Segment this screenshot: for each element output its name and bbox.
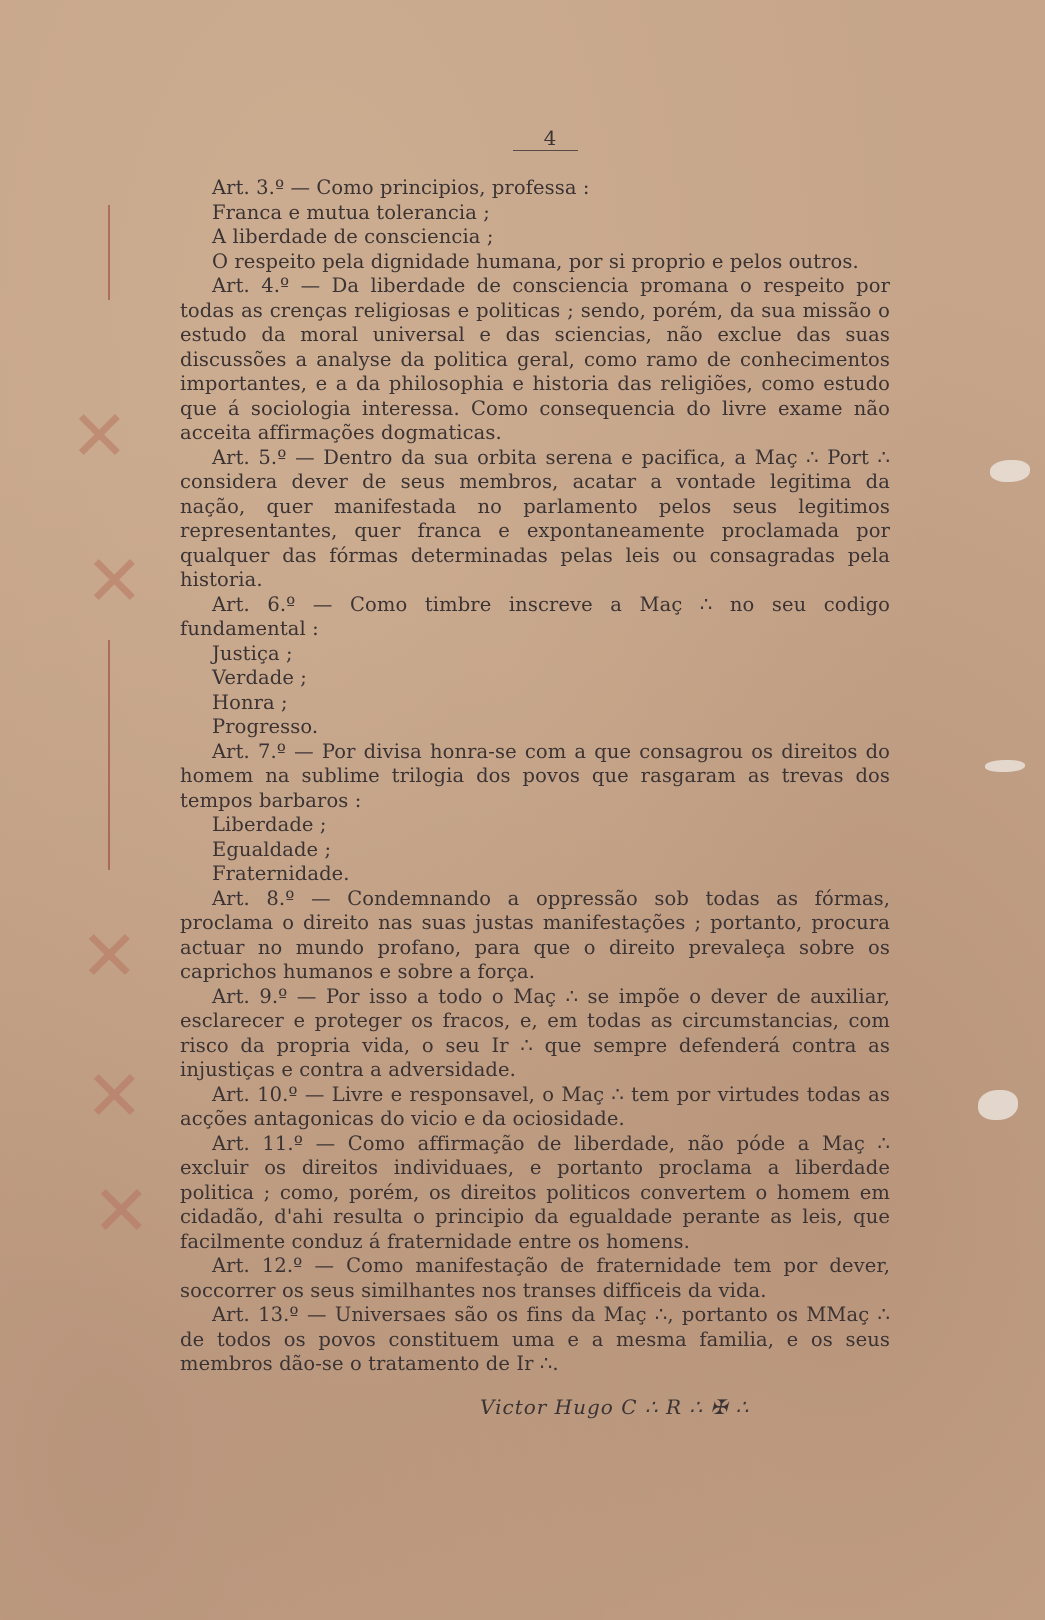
cross-mark-icon: ✕ [85,540,144,622]
page-number: 4 [543,126,557,150]
margin-line [108,205,110,300]
list-item: Progresso. [212,715,319,738]
edge-scrap [990,460,1030,482]
article-11: Art. 11.º — Como affirmação de liberdade, não póde a Maç ∴ excluir os direitos individuaes, e portanto proclama a liberdade politica ; como, porém, os direitos politicos convertem o homem em cidadão, d'ahi resulta o principio da egualdade perante as leis, que facilmente conduz á fraternidade entre os homens. [180,1131,890,1253]
signature: Victor Hugo C ∴ R ∴ ✠ ∴ [480,1394,750,1419]
list-item: Liberdade ; [212,813,327,836]
cross-mark-icon: ✕ [80,915,139,997]
margin-line [108,640,110,870]
cross-mark-icon: ✕ [92,1170,151,1252]
list-item: A liberdade de consciencia ; [212,225,494,248]
article-6: Art. 6.º — Como timbre inscreve a Maç ∴ no seu codigo fundamental : [180,592,890,640]
article-9: Art. 9.º — Por isso a todo o Maç ∴ se impõe o dever de auxiliar, esclarecer e proteger os fracos, e, em todas as circumstancias, com risco da propria vida, o seu Ir ∴ que sempre defenderá contra as injustiças e contra a adversidade. [180,984,890,1081]
edge-scrap [978,1090,1018,1120]
article-7: Art. 7.º — Por divisa honra-se com a que consagrou os direitos do homem na sublime trilogia dos povos que rasgaram as trevas dos tempos barbaros : [180,739,890,812]
list-item: Egualdade ; [212,837,332,861]
article-4: Art. 4.º — Da liberdade de consciencia promana o respeito por todas as crenças religiosas e politicas ; sendo, porém, da sua missão o estudo da moral universal e das sciencias, não exclue das suas discussões a analyse da politica geral, como ramo de conhecimentos importantes, e a da philosophia e historia das religiões, como estudo que á sociologia interessa. Como consequencia do livre exame não acceita affirmações dogmaticas. [180,274,890,444]
cross-mark-icon: ✕ [85,1055,144,1137]
list-item: Honra ; [212,690,288,714]
header-rule [513,150,578,151]
list-item: Fraternidade. [212,862,350,885]
article-5: Art. 5.º — Dentro da sua orbita serena e pacifica, a Maç ∴ Port ∴ considera dever de seus membros, acatar a vontade legitima da nação, quer manifestada no parlamento pelos seus legitimos representantes, quer franca e expontaneamente proclamada por qualquer das fórmas determinadas pelas leis ou consagradas pela historia. [180,445,890,591]
edge-scrap [985,760,1025,772]
cross-mark-icon: ✕ [70,395,129,477]
article-3: Art. 3.º — Como principios, professa : [212,176,590,199]
list-item: Franca e mutua tolerancia ; [212,200,490,224]
article-13: Art. 13.º — Universaes são os fins da Maç ∴, portanto os MMaç ∴ de todos os povos constituem uma e a mesma familia, e os seus membros dão-se o tratamento de Ir ∴. [180,1303,890,1375]
article-10: Art. 10.º — Livre e responsavel, o Maç ∴ tem por virtudes todas as acções antagonicas do vicio e da ociosidade. [180,1082,890,1130]
list-item-wrapped: O respeito pela dignidade humana, por si proprio e pelos outros. [212,249,859,273]
article-12: Art. 12.º — Como manifestação de fraternidade tem por dever, soccorrer os seus similhantes nos transes difficeis da vida. [180,1254,890,1302]
list-item: Justiça ; [212,641,293,665]
article-8: Art. 8.º — Condemnando a oppressão sob todas as fórmas, proclama o direito nas suas justas manifestações ; portanto, procura actuar no mundo profano, para que o direito prevaleça sobre os caprichos humanos e sobre a força. [180,886,890,983]
list-item: Verdade ; [212,666,307,689]
article-text [180,176,890,1419]
